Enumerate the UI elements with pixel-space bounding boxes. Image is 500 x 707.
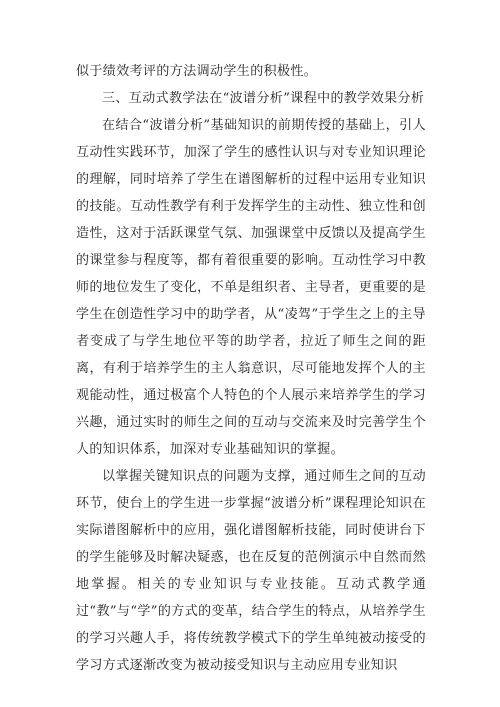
body-paragraph-1: 在结合“波谱分析”基础知识的前期传授的基础上，引人互动性实践环节，加深了学生的感性认识与对专业知识理论的理解，同时培养了学生在谱图解析的过程中运用专业知识的技能。互动性教学有利于发挥学生的主动性、独立性和创造性，这对于活跃课堂气氛、加强课堂中反馈以及提高学生的课堂参与程度等，都有着很重要的影响。互动性学习中教师的地位发生了变化，不单是组织者、主导者，更重要的是学生在创造性学习中的助学者，从“凌驾”于学生之上的主导者变成了与学生地位平等的助学者，拉近了师生之间的距离，有利于培养学生的主人翁意识，尽可能地发挥个人的主观能动性，通过极富个人特色的个人展示来培养学生的学习兴趣，通过实时的师生之间的互动与交流来及时完善学生个人的知识体系，加深对专业基础知识的掌握。 [76,118,426,457]
body-paragraph-2: 以掌握关键知识点的问题为支撑，通过师生之间的互动环节，使台上的学生进一步掌握“波谱分析”课程理论知识在实际谱图解析中的应用，强化谱图解析技能，同时使讲台下的学生能够及时解决疑惑，也在反复的范例演示中自然而然地掌握。相关的专业知识与专业技能。互动式教学通过“教”与“学”的方式的变革，结合学生的特点，从培养学生的学习兴趣人手，将传统教学模式下的学生单纯被动接受的学习方式逐渐改变为被动接受知识与主动应用专业知识 [76,469,426,673]
document-page [76,58,426,679]
lead-line: 似于绩效考评的方法调动学生的积极性。 [76,64,318,79]
section-heading: 三、互动式教学法在“波谱分析”课程中的教学效果分析 [102,91,425,106]
